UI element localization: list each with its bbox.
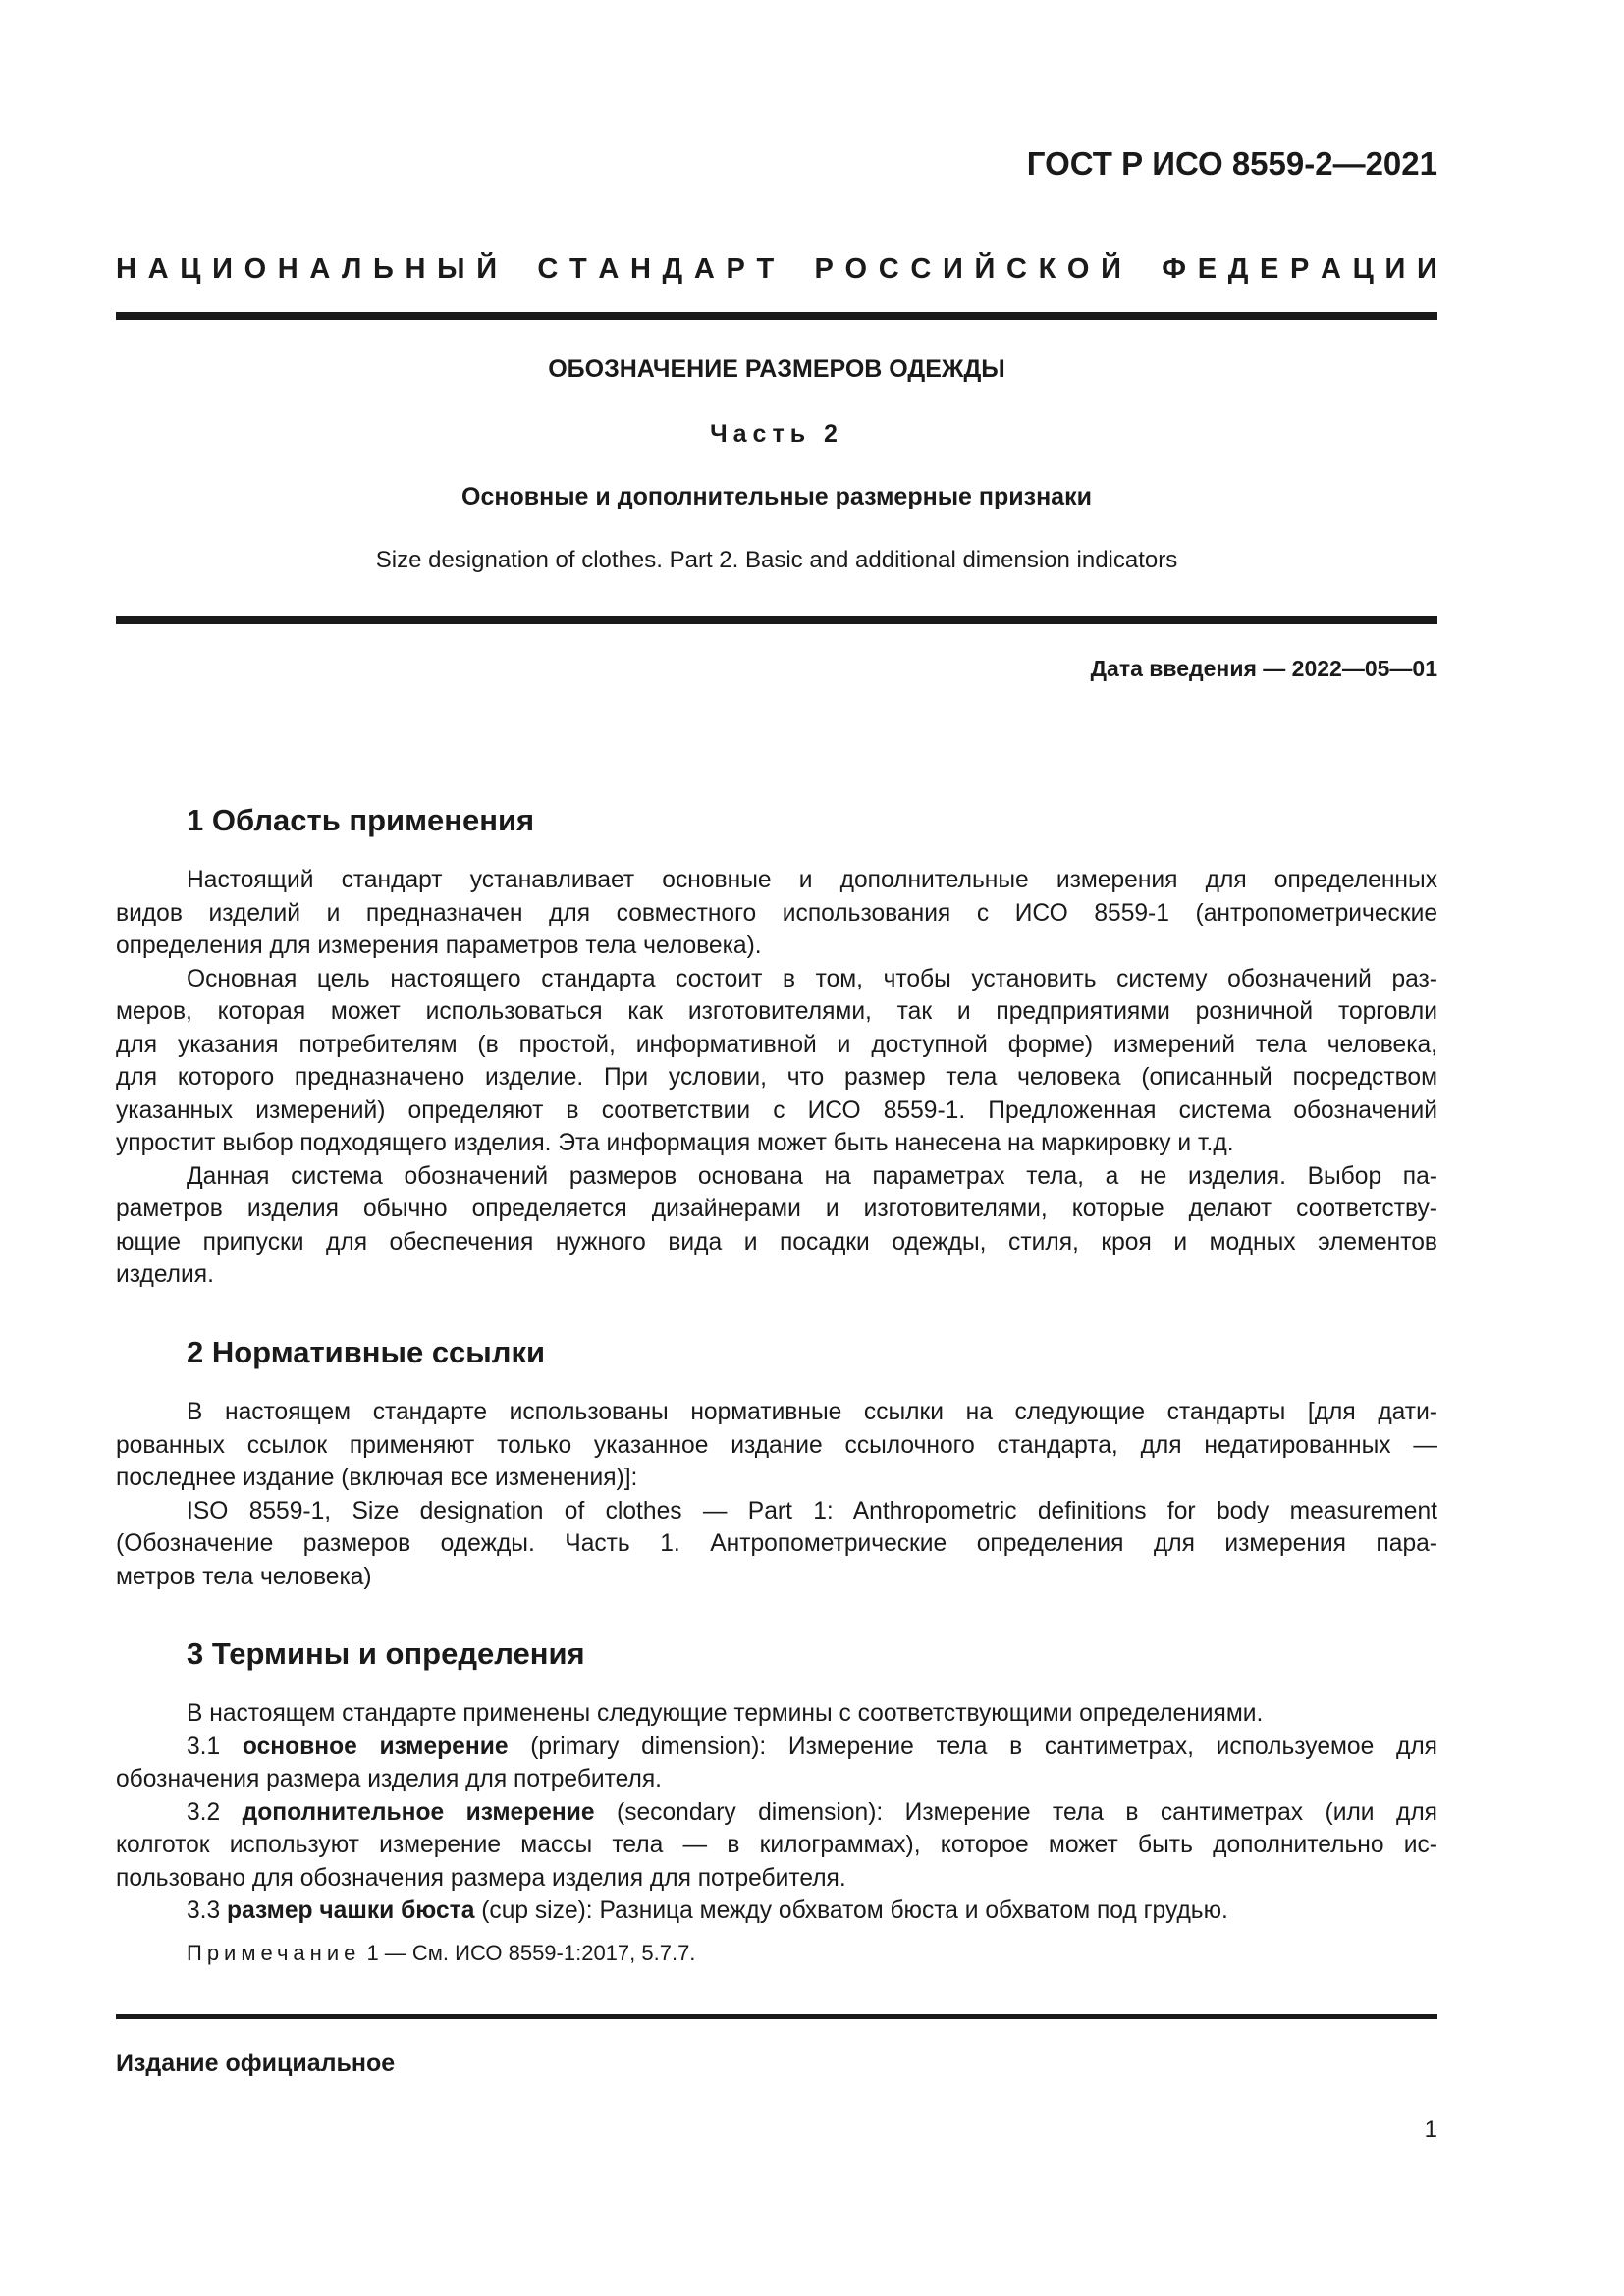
text-line: В настоящем стандарте использованы нормативные ссылки на следующие стандарты [для дати- <box>187 1399 1437 1425</box>
text-line: Настоящий стандарт устанавливает основные и дополнительные измерения для определенных <box>187 867 1437 893</box>
text-line: пользовано для обозначения размера изделия для потребителя. <box>116 1864 846 1892</box>
term-3-1: 3.1 основное измерение (primary dimension): Измерение тела в сантиметрах, используемое для <box>187 1733 1437 1760</box>
heading-letter: Р <box>726 253 745 285</box>
text-line: для которого предназначено изделие. При условии, что размер тела человека (описанный посредством <box>116 1064 1437 1091</box>
note-text: 1 — См. ИСО 8559-1:2017, 5.7.7. <box>360 1941 696 1965</box>
heading-letter: А <box>1321 253 1341 285</box>
footer-divider <box>116 2014 1437 2019</box>
heading-letter: Д <box>662 253 683 285</box>
heading-letter: И <box>212 253 233 285</box>
text-line: (Обозначение размеров одежды. Часть 1. Антропометрические определения для измерения пара- <box>116 1530 1437 1557</box>
heading-letter: Ь <box>373 253 394 285</box>
section-3-heading: 3 Термины и определения <box>187 1636 585 1671</box>
page-number: 1 <box>1424 2116 1437 2143</box>
document-title: ОБОЗНАЧЕНИЕ РАЗМЕРОВ ОДЕЖДЫ <box>548 355 1005 383</box>
heading-letter: Й <box>974 253 996 285</box>
heading-letter: Е <box>1260 253 1279 285</box>
text-line: меров, которая может использоваться как изготовителями, так и предприятиями розничной торговли <box>116 998 1437 1025</box>
heading-letter: А <box>147 253 169 285</box>
heading-letter: Е <box>1197 253 1218 285</box>
heading-letter: Ф <box>1162 253 1187 285</box>
english-title: Size designation of clothes. Part 2. Basic and additional dimension indicators <box>375 547 1178 573</box>
heading-letter <box>1133 253 1151 286</box>
heading-letter: С <box>537 253 559 285</box>
heading-letter <box>509 253 526 286</box>
term-name: основное измерение <box>242 1733 509 1760</box>
heading-letter: С <box>910 253 932 285</box>
heading-letter: Р <box>814 253 834 285</box>
term-3-3: 3.3 размер чашки бюста (cup size): Разница между обхватом бюста и обхватом под грудью. <box>187 1897 1228 1924</box>
top-divider <box>116 312 1437 320</box>
document-code: ГОСТ Р ИСО 8559-2—2021 <box>1026 145 1437 182</box>
heading-letter: Ы <box>437 253 465 285</box>
section-2-body <box>116 1396 1437 1593</box>
heading-letter: Т <box>756 253 775 285</box>
part-label: Часть 2 <box>710 420 843 448</box>
text-line: ISO 8559-1, Size designation of clothes — Part 1: Anthropometric definitions for body measurement <box>187 1497 1437 1524</box>
heading-letter: Р <box>1290 253 1310 285</box>
text-line: колготок используют измерение массы тела — в килограммах), которое может быть дополнительно ис- <box>116 1832 1437 1858</box>
text-line: ющие припуски для обеспечения нужного вида и посадки одежды, стиля, кроя и модных элементов <box>116 1228 1437 1255</box>
heading-letter: И <box>942 253 963 285</box>
note <box>187 1941 695 1966</box>
text-line: указанных измерений) определяют в соответствии с ИСО 8559-1. Предложенная система обозначений <box>116 1096 1437 1124</box>
section-2-heading: 2 Нормативные ссылки <box>187 1335 546 1369</box>
text-line: определения для измерения параметров тела человека). <box>116 933 762 959</box>
heading-letter: Д <box>1227 253 1249 285</box>
text-line: упростит выбор подходящего изделия. Эта информация может быть нанесена на маркировку и т.д. <box>116 1130 1234 1156</box>
heading-letter <box>785 253 803 286</box>
heading-letter: Й <box>1101 253 1121 285</box>
text-line: видов изделий и предназначен для совместного использования с ИСО 8559-1 (антропометрические <box>116 899 1437 927</box>
heading-letter: Н <box>629 253 651 285</box>
heading-letter: Т <box>568 253 587 285</box>
heading-letter: А <box>598 253 620 285</box>
text-line: изделия. <box>116 1261 214 1288</box>
heading-letter: Н <box>116 253 136 285</box>
heading-letter: Ц <box>1352 253 1374 285</box>
heading-letter: И <box>1417 253 1437 285</box>
heading-letter: О <box>844 253 868 285</box>
heading-letter: Ц <box>180 253 201 285</box>
text-line: метров тела человека) <box>116 1563 372 1590</box>
heading-letter: Н <box>277 253 298 285</box>
heading-letter: И <box>1384 253 1406 285</box>
heading-letter: А <box>309 253 331 285</box>
heading-letter: С <box>1005 253 1027 285</box>
document-subtitle: Основные и дополнительные размерные признаки <box>461 483 1092 510</box>
text-line: Данная система обозначений размеров основана на параметрах тела, а не изделия. Выбор па- <box>187 1162 1437 1190</box>
text-line: обозначения размера изделия для потребителя. <box>116 1766 663 1792</box>
note-label: Примечание <box>187 1941 361 1965</box>
heading-letter: Л <box>342 253 362 285</box>
heading-letter: С <box>878 253 899 285</box>
title-divider <box>116 616 1437 624</box>
introduction-date: Дата введения — 2022—05—01 <box>1090 656 1437 681</box>
heading-letter: Н <box>405 253 426 285</box>
heading-letter: Й <box>476 253 498 285</box>
text-line: рованных ссылок применяют только указанное издание ссылочного стандарта, для недатированных — <box>116 1431 1437 1459</box>
text-line: В настоящем стандарте применены следующие термины с соответствующими определениями. <box>187 1700 1264 1727</box>
term-3-2: 3.2 дополнительное измерение (secondary dimension): Измерение тела в сантиметрах (или для <box>187 1798 1438 1826</box>
official-edition-label: Издание официальное <box>116 2050 396 2077</box>
section-1-heading: 1 Область применения <box>187 803 535 837</box>
national-standard-heading <box>116 253 1437 286</box>
text-line: последнее издание (включая все изменения)]: <box>116 1465 638 1491</box>
section-3-body <box>116 1697 1437 1928</box>
heading-letter: О <box>244 253 267 285</box>
text-line: для указания потребителям (в простой, информативной и доступной форме) измерений тела человека, <box>116 1031 1437 1058</box>
heading-letter: А <box>693 253 715 285</box>
text-line: раметров изделия обычно определяется дизайнерами и изготовителями, которые делают соответству- <box>116 1196 1437 1222</box>
term-name: дополнительное измерение <box>242 1798 595 1826</box>
heading-letter: О <box>1066 253 1090 285</box>
text-line: Основная цель настоящего стандарта состоит в том, чтобы установить систему обозначений раз- <box>187 965 1437 992</box>
section-1-body <box>116 864 1437 1292</box>
heading-letter: К <box>1038 253 1056 285</box>
term-name: размер чашки бюста <box>227 1897 475 1924</box>
